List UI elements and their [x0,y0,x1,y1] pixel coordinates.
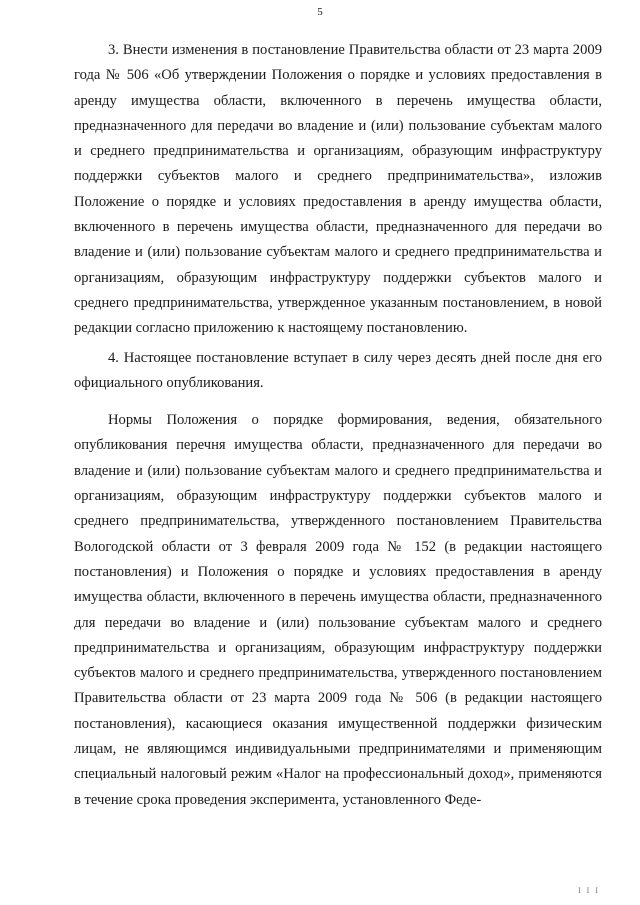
paragraph-norms: Нормы Положения о порядке формирования, ведения, обязательного опубликования перечня имущества области, предназначенного для передачи во владение и (или) пользование субъектам малого и среднего предпринимательства и организациям, образующим инфраструктуру поддержки субъектов малого и среднего предпринимательства, утвержденного постановлением Правительства Вологодской области от 3 февраля 2009 года № 152 (в редакции настоящего постановления) и Положения о порядке и условиях предоставления в аренду имущества области, включенного в перечень имущества области, предназначенного для передачи во владение и (или) пользование субъектам малого и среднего предпринимательства и организациям, образующим инфраструктуру поддержки субъектов малого и среднего предпринимательства, утвержденного постановлением Правительства области от 23 марта 2009 года № 506 (в редакции настоящего постановления), касающиеся оказания имущественной поддержки физическим лицам, не являющимся индивидуальными предпринимателями и применяющим специальный налоговый режим «Налог на профессиональный доход», применяются в течение срока проведения эксперимента, установленного Феде- [74,412,602,808]
page-number: 5 [317,6,323,18]
scan-mark: I I I [578,886,600,895]
paragraph-item-4: 4. Настоящее постановление вступает в силу через десять дней после дня его официального опубликования. [74,349,602,391]
paragraph-item-3: 3. Внести изменения в постановление Правительства области от 23 марта 2009 года № 506 «Об утверждении Положения о порядке и условиях предоставления в аренду имущества области, включенного в перечень имущества области, предназначенного для передачи во владение и (или) пользование субъектам малого и среднего предпринимательства и организациям, образующим инфраструктуру поддержки субъектов малого и среднего предпринимательства», изложив Положение о порядке и условиях предоставления в аренду имущества области, включенного в перечень имущества области, предназначенного для передачи во владение и (или) пользование субъектам малого и среднего предпринимательства и организациям, образующим инфраструктуру поддержки субъектов малого и среднего предпринимательства, утвержденное указанным постановлением, в новой редакции согласно приложению к настоящему постановлению. [74,42,602,337]
document-body [74,38,602,813]
